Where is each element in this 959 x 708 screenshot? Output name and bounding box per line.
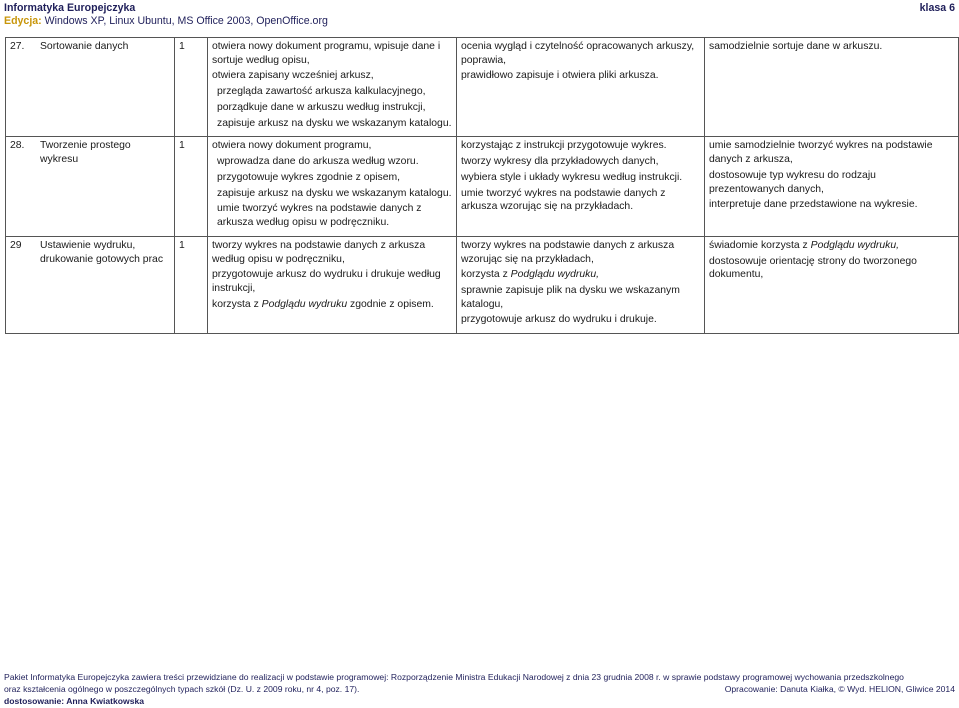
basic-requirements-cell [457, 137, 705, 236]
basic-item: umie tworzyć wykres na podstawie danych z arkusza wzorując się na przykładach. [461, 187, 666, 213]
activity-item: zapisuje arkusz na dysku we wskazanym katalogu. [217, 117, 452, 129]
edition-label: Edycja: [4, 15, 42, 27]
basic-item: przygotowuje arkusz do wydruku i drukuje. [461, 314, 657, 326]
activity-item: otwiera nowy dokument programu, [212, 140, 372, 152]
basic-requirements-cell [457, 236, 705, 333]
advanced-item: samodzielnie sortuje dane w arkuszu. [709, 41, 883, 52]
activity-item: zapisuje arkusz na dysku we wskazanym katalogu. [217, 187, 452, 199]
lesson-number: 29 [10, 239, 22, 251]
lesson-number: 27. [10, 41, 25, 52]
activity-item: tworzy wykres na podstawie danych z arkusza według opisu w podręczniku, [212, 239, 426, 265]
basic-item: korzystając z instrukcji przygotowuje wykres. [461, 140, 667, 152]
basic-item: prawidłowo zapisuje i otwiera pliki arkusza. [461, 70, 659, 82]
hours-cell: 1 [175, 236, 208, 333]
basic-text: korzysta z [461, 269, 511, 281]
activity-item: przegląda zawartość arkusza kalkulacyjnego, [217, 86, 426, 98]
advanced-requirements-cell [705, 236, 959, 333]
activity-item [212, 298, 452, 312]
activity-item: umie tworzyć wykres na podstawie danych z arkusza według opisu w podręczniku. [217, 203, 422, 229]
curriculum-table [5, 37, 959, 334]
class-label: klasa 6 [919, 2, 955, 14]
advanced-item: umie samodzielnie tworzyć wykres na podstawie danych z arkusza, [709, 140, 933, 166]
basic-item: wybiera style i układy wykresu według instrukcji. [461, 171, 683, 183]
edition-value: Windows XP, Linux Ubuntu, MS Office 2003, OpenOffice.org [41, 15, 328, 27]
advanced-requirements-cell [705, 137, 959, 236]
topic-cell [6, 137, 175, 236]
activity-emphasis: Podglądu wydruku [261, 298, 348, 310]
activity-text: zgodnie z opisem. [347, 298, 434, 310]
lesson-topic: Tworzenie prostego wykresu [40, 140, 131, 166]
activity-item: otwiera zapisany wcześniej arkusz, [212, 70, 374, 82]
footer-legal-line-1: Pakiet Informatyka Europejczyka zawiera treści przewidziane do realizacji w podstawie programowej: Rozporządzenie Ministra Edukacji Narodowej z dnia 23 grudnia 2008 r. w sprawie podstawy programowej wychowania przedszkolnego [4, 672, 904, 682]
lesson-topic: Sortowanie danych [40, 41, 129, 52]
basic-item: tworzy wykresy dla przykładowych danych, [461, 156, 659, 168]
activity-item: porządkuje dane w arkuszu według instrukcji, [217, 101, 426, 113]
brand-title: Informatyka Europejczyka [4, 2, 136, 14]
table-row [6, 137, 959, 236]
basic-item [461, 268, 700, 282]
advanced-item [709, 239, 954, 253]
advanced-requirements-cell [705, 38, 959, 137]
basic-emphasis: Podglądu wydruku, [510, 269, 600, 281]
footer-adaptation: dostosowanie: Anna Kwiatkowska [4, 696, 145, 706]
hours-cell: 1 [175, 38, 208, 137]
edition-line [4, 15, 328, 29]
topic-cell [6, 236, 175, 333]
hours-cell: 1 [175, 137, 208, 236]
table-row [6, 236, 959, 333]
advanced-item: dostosowuje orientację strony do tworzonego dokumentu, [709, 255, 917, 281]
advanced-item: interpretuje dane przedstawione na wykresie. [709, 199, 918, 211]
advanced-emphasis: Podglądu wydruku, [810, 239, 900, 251]
table-row [6, 38, 959, 137]
basic-item: ocenia wygląd i czytelność opracowanych arkuszy, poprawia, [461, 41, 695, 66]
footer-legal-line-2: oraz kształcenia ogólnego w poszczególnych typach szkół (Dz. U. z 2009 roku, nr 4, poz. 17). [4, 684, 360, 694]
topic-cell [6, 38, 175, 137]
activities-cell [208, 236, 457, 333]
activity-item: przygotowuje arkusz do wydruku i drukuje według instrukcji, [212, 269, 441, 295]
advanced-item: dostosowuje typ wykresu do rodzaju prezentowanych danych, [709, 169, 876, 195]
activity-item: przygotowuje wykres zgodnie z opisem, [217, 171, 401, 183]
activity-item: wprowadza dane do arkusza według wzoru. [217, 156, 419, 168]
lesson-topic: Ustawienie wydruku, drukowanie gotowych prac [40, 239, 164, 265]
advanced-text: świadomie korzysta z [709, 239, 811, 251]
activities-cell [208, 38, 457, 137]
basic-item: tworzy wykres na podstawie danych z arkusza wzorując się na przykładach, [461, 239, 675, 265]
lesson-number: 28. [10, 140, 25, 152]
activity-item: otwiera nowy dokument programu, wpisuje dane i sortuje według opisu, [212, 41, 441, 66]
basic-item: sprawnie zapisuje plik na dysku we wskazanym katalogu, [461, 285, 680, 310]
basic-requirements-cell [457, 38, 705, 137]
page-header [4, 2, 955, 29]
activity-text: korzysta z [212, 298, 262, 310]
footer-author: Opracowanie: Danuta Kiałka, © Wyd. HELION, Gliwice 2014 [724, 684, 955, 694]
activities-cell [208, 137, 457, 236]
